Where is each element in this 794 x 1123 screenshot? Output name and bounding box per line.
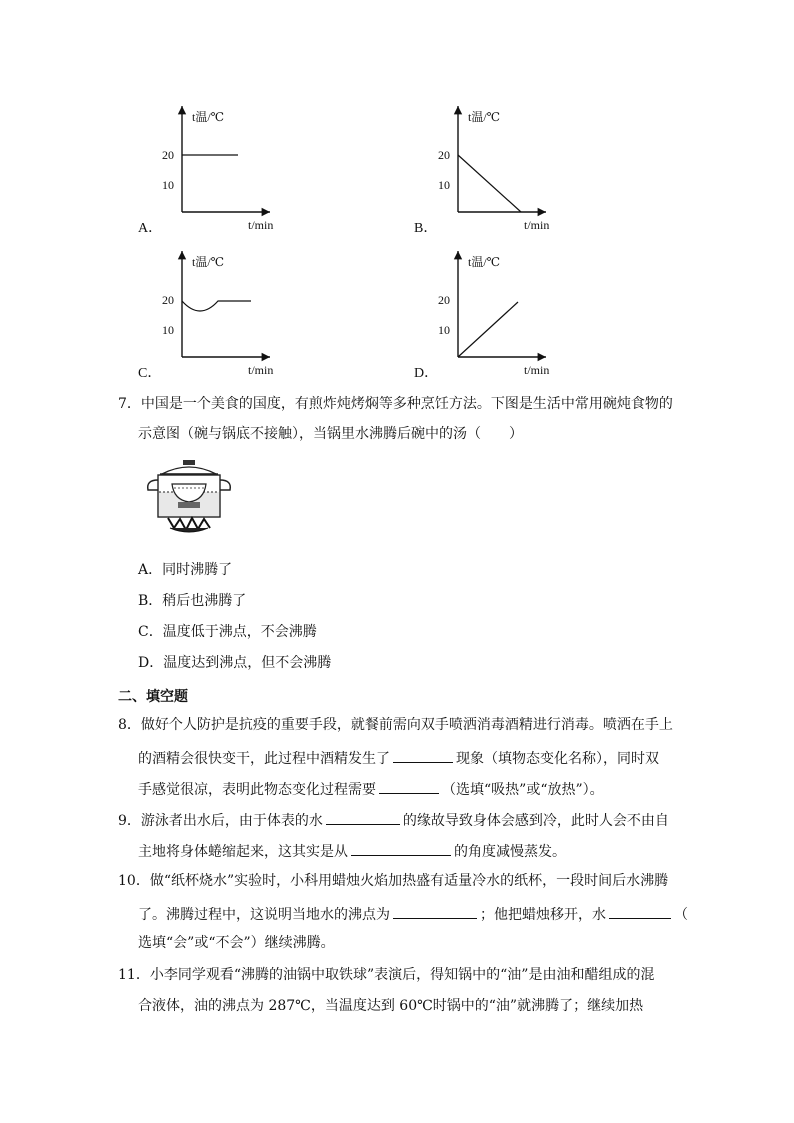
q7-option-c: C．温度低于沸点，不会沸腾 bbox=[138, 624, 317, 640]
option-letter: D． bbox=[414, 366, 439, 381]
tick-20: 20 bbox=[162, 293, 174, 307]
q9-text: 的角度减慢蒸发。 bbox=[454, 844, 566, 860]
q10-line1: 10．做“纸杯烧水”实验时，小科用蜡烛火焰加热盛有适量冷水的纸杯，一段时间后水沸腾 bbox=[118, 873, 669, 889]
graph-d bbox=[406, 245, 556, 380]
x-axis-label: t/min bbox=[524, 218, 550, 232]
x-axis-label: t/min bbox=[248, 363, 274, 377]
q7-line1: 7．中国是一个美食的国度，有煎炸炖烤焖等多种烹饪方法。下图是生活中常用碗炖食物的 bbox=[118, 396, 673, 412]
q11-line1: 11．小李同学观看“沸腾的油锅中取铁球”表演后，得知锅中的“油”是由油和醋组成的混 bbox=[118, 967, 655, 983]
x-axis-label: t/min bbox=[248, 218, 274, 232]
curve-c bbox=[182, 301, 251, 311]
q8-line2 bbox=[138, 748, 659, 767]
q9-line1 bbox=[118, 810, 669, 829]
graph-a bbox=[130, 100, 280, 235]
q7-option-d: D．温度达到沸点，但不会沸腾 bbox=[138, 655, 332, 671]
curve-b bbox=[458, 155, 521, 212]
q8-line1: 8．做好个人防护是抗疫的重要手段，就餐前需向双手喷洒消毒酒精进行消毒。喷洒在手上 bbox=[118, 717, 673, 733]
answer-blank[interactable] bbox=[351, 841, 451, 856]
q9-line2 bbox=[138, 841, 566, 860]
y-axis-label: t温/℃ bbox=[468, 110, 501, 124]
curve-d bbox=[458, 302, 518, 357]
answer-blank[interactable] bbox=[609, 904, 671, 919]
q9-text: 主地将身体蜷缩起来，这其实是从 bbox=[138, 844, 348, 860]
tick-10: 10 bbox=[162, 178, 174, 192]
pot-drawing bbox=[140, 458, 240, 538]
tick-10: 10 bbox=[438, 178, 450, 192]
y-axis-label: t温/℃ bbox=[192, 255, 225, 269]
tick-20: 20 bbox=[162, 148, 174, 162]
pot-illustration bbox=[140, 458, 240, 538]
q9-text: 的缘故导致身体会感到冷，此时人会不由自 bbox=[402, 813, 669, 829]
tick-10: 10 bbox=[162, 323, 174, 337]
answer-blank[interactable] bbox=[326, 810, 400, 825]
q8-line3 bbox=[138, 779, 604, 798]
q10-text: （ bbox=[674, 907, 688, 923]
option-letter: A． bbox=[138, 221, 163, 236]
q8-text: 现象（填物态变化名称），同时双 bbox=[456, 751, 659, 767]
answer-blank[interactable] bbox=[393, 904, 477, 919]
answer-blank[interactable] bbox=[379, 779, 439, 794]
q8-text: 的酒精会很快变干，此过程中酒精发生了 bbox=[138, 751, 390, 767]
y-axis-label: t温/℃ bbox=[468, 255, 501, 269]
q11-line2: 合液体，油的沸点为 287℃，当温度达到 60℃时锅中的“油”就沸腾了；继续加热 bbox=[138, 998, 644, 1014]
option-letter: B． bbox=[414, 221, 438, 236]
q10-line2 bbox=[138, 904, 688, 923]
q10-line3: 选填“会”或“不会”）继续沸腾。 bbox=[138, 935, 335, 951]
q10-text: ；他把蜡烛移开，水 bbox=[480, 907, 606, 923]
y-axis-label: t温/℃ bbox=[192, 110, 225, 124]
x-axis-label: t/min bbox=[524, 363, 550, 377]
section-title: 二、填空题 bbox=[118, 689, 188, 705]
graph-b bbox=[406, 100, 556, 235]
q9-text: 9．游泳者出水后，由于体表的水 bbox=[118, 813, 323, 829]
tick-20: 20 bbox=[438, 148, 450, 162]
q8-text: （选填“吸热”或“放热”）。 bbox=[442, 782, 604, 798]
option-letter: C． bbox=[138, 366, 162, 381]
q7-option-b: B．稍后也沸腾了 bbox=[138, 593, 247, 609]
q8-text: 手感觉很凉，表明此物态变化过程需要 bbox=[138, 782, 376, 798]
tick-20: 20 bbox=[438, 293, 450, 307]
q7-option-a: A．同时沸腾了 bbox=[138, 562, 233, 578]
tick-10: 10 bbox=[438, 323, 450, 337]
q7-line2: 示意图（碗与锅底不接触），当锅里水沸腾后碗中的汤（ ） bbox=[138, 426, 523, 442]
graph-c bbox=[130, 245, 280, 380]
answer-blank[interactable] bbox=[393, 748, 453, 763]
q10-text: 了。沸腾过程中，这说明当地水的沸点为 bbox=[138, 907, 390, 923]
